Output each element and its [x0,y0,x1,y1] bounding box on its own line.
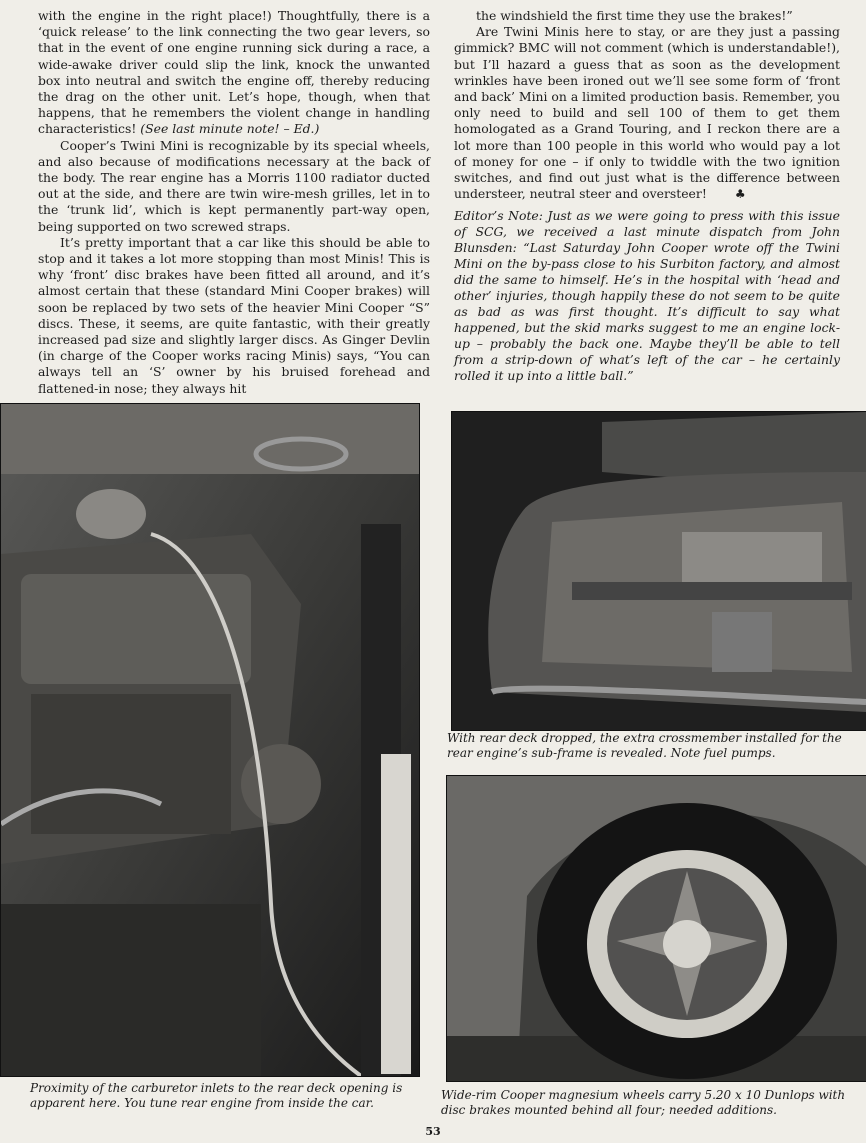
caption-engine-bay: Proximity of the carburetor inlets to the rear deck opening is apparent here. You tune rear engine from inside the car. [30,1081,403,1110]
paragraph: with the engine in the right place!) Thoughtfully, there is a ‘quick release’ to the link connecting the two gear levers, so that in the event of one engine running sick during a race, a wide-awake driver could slip the link, knock the unwanted box into neutral and switch the engine off, thereby reducing the drag on the other unit. Let’s hope, though, when that happens, that he remembers the violent change in handling characteristics! (See last minute note! – Ed.) [38,8,430,137]
article-column-right [454,8,840,384]
caption-wheel: Wide-rim Cooper magnesium wheels carry 5.20 x 10 Dunlops with disc brakes mounted behind all four; needed additions. [441,1088,846,1117]
paragraph: It’s pretty important that a car like this should be able to stop and it takes a lot more stopping than most Minis! This is why ‘front’ disc brakes have been fitted all around, and it’s almost certain that these (standard Mini Cooper brakes) will soon be replaced by two sets of the heavier Mini Cooper “S” discs. These, it seems, are quite fantastic, with their greatly increased pad size and slightly larger discs. As Ginger Devlin (in charge of the Cooper works racing Minis) says, “You can always tell an ‘S’ owner by his bruised forehead and flattened-in nose; they always hit [38,234,430,396]
article-column-left [38,8,430,397]
editor-aside: (See last minute note! – Ed.) [140,121,320,137]
end-of-article-mark: ♣ [734,187,746,202]
photo-rear-deck [451,411,866,731]
editors-note: Editor’s Note: Just as we were going to press with this issue of SCG, we received a last minute dispatch from John Blunsden: “Last Saturday John Cooper wrote off the Twini Mini on the by-pass close to his Surbiton factory, and almost did the same to himself. He’s in the hospital with ‘head and other’ injuries, though happily these do not seem to be quite as bad as was first thought. It’s difficult to say what happened, but the skid marks suggest to me an engine lock-up – probably the back one. Maybe they’ll be able to tell from a strip-down of what’s left of the car – he certainly rolled it up into a little ball.” [454,208,840,384]
paragraph: Cooper’s Twini Mini is recognizable by its special wheels, and also because of modifications necessary at the back of the body. The rear engine has a Morris 1100 radiator ducted out at the side, and there are twin wire-mesh grilles, let in to the ‘trunk lid’, which is kept permanently part-way open, being supported on two screwed straps. [38,137,430,234]
page-number: 53 [425,1125,441,1138]
caption-rear-deck: With rear deck dropped, the extra crossmember installed for the rear engine’s sub-frame is revealed. Note fuel pumps. [447,731,842,760]
photo-engine-bay [0,403,420,1077]
paragraph: Are Twini Minis here to stay, or are they just a passing gimmick? BMC will not comment (which is understandable!), but I’ll hazard a guess that as soon as the development wrinkles have been ironed out we’ll see some form of ‘front and back’ Mini on a limited production basis. Remember, you only need to build and sell 100 of them to get them homologated as a Grand Touring, and I reckon there are a lot more than 100 people in this world who would pay a lot of money for one – if only to twiddle with the two ignition switches, and find out just what is the difference between understeer, neutral steer and oversteer! ♣ [454,24,840,202]
paragraph: the windshield the first time they use the brakes!” [476,8,793,23]
photo-wheel [446,775,866,1082]
